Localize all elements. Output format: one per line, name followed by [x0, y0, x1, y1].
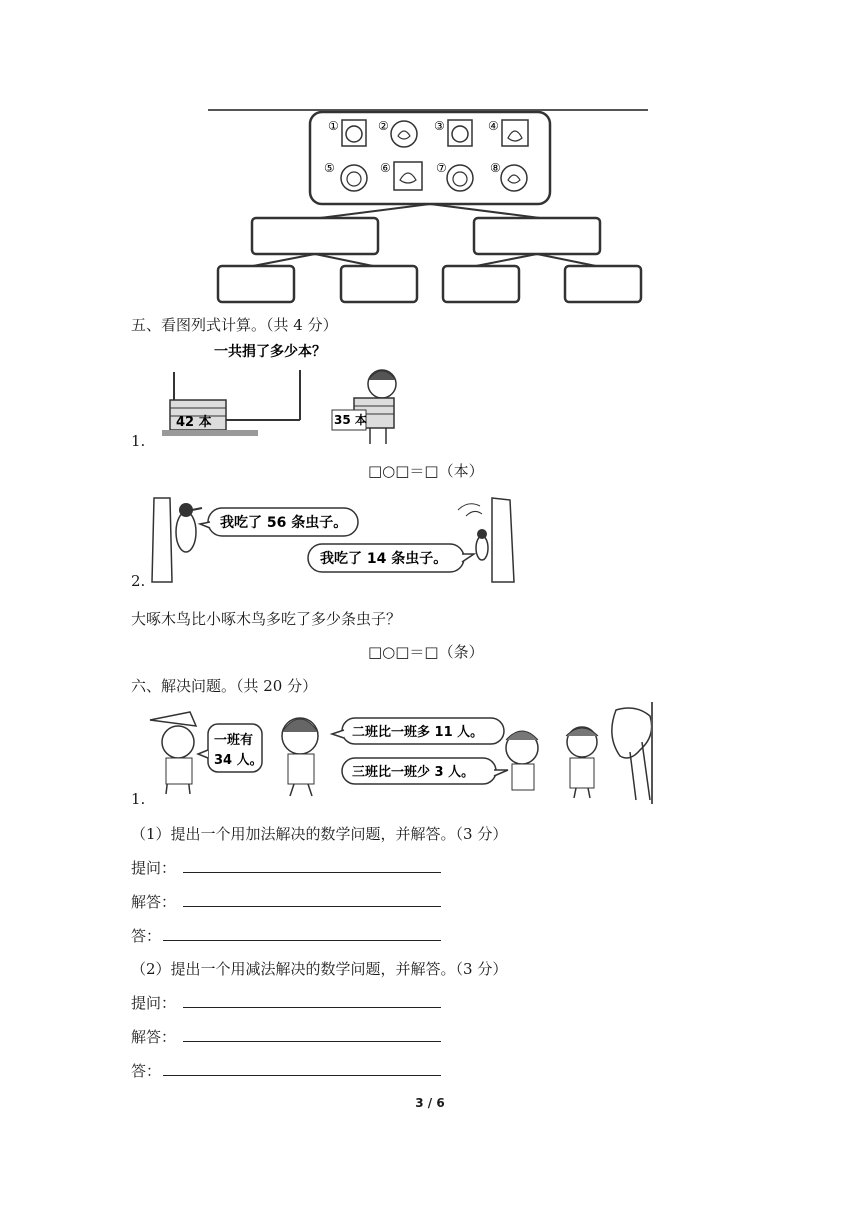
sub-question-1: （1）提出一个用加法解决的数学问题，并解答。（3 分） — [131, 825, 508, 843]
bubble-big-woodpecker: 我吃了 56 条虫子。 — [220, 515, 348, 531]
solve-answer-line-2[interactable] — [183, 1041, 441, 1042]
bubble-class3: 三班比一班少 3 人。 — [352, 765, 475, 780]
bubble-small-woodpecker: 我吃了 14 条虫子。 — [320, 551, 448, 567]
ask-answer-line-2[interactable] — [183, 1007, 441, 1008]
bubble-class2: 二班比一班多 11 人。 — [352, 725, 484, 740]
item-number: ⑧ — [490, 161, 501, 175]
solve-label-2: 解答： — [131, 1028, 177, 1046]
bubble-class1-line2: 34 人。 — [214, 753, 263, 768]
item-number: ⑤ — [324, 161, 335, 175]
q2-question: 大啄木鸟比小啄木鸟多吃了多少条虫子？ — [131, 610, 402, 628]
bubble-class1-line1: 一班有 — [214, 733, 254, 748]
page-number: 3 / 6 — [415, 1096, 445, 1110]
label-42-books: 42 本 — [176, 415, 212, 430]
answer-label-1: 答： — [131, 927, 162, 945]
final-answer-line-1[interactable] — [163, 940, 441, 941]
woodpecker-figure — [148, 492, 518, 584]
q2-formula: □○□＝□（条） — [368, 643, 484, 661]
solve-label-1: 解答： — [131, 893, 177, 911]
item-number: ④ — [488, 119, 499, 133]
item-number: ⑥ — [380, 161, 391, 175]
classes-figure — [146, 702, 654, 804]
label-35-books: 35 本 — [334, 413, 367, 427]
solve-answer-line-1[interactable] — [183, 906, 441, 907]
q2-number: 2. — [131, 572, 146, 590]
section6-heading: 六、解决问题。（共 20 分） — [131, 677, 318, 695]
books-figure — [142, 340, 432, 450]
final-answer-line-2[interactable] — [163, 1075, 441, 1076]
q1-formula: □○□＝□（本） — [368, 462, 484, 480]
caption-total-books: 一共捐了多少本？ — [214, 344, 326, 360]
item-number: ① — [328, 119, 339, 133]
ask-label-1: 提问： — [131, 859, 177, 877]
ask-answer-line-1[interactable] — [183, 872, 441, 873]
classification-figure — [208, 100, 648, 310]
section5-heading: 五、看图列式计算。（共 4 分） — [131, 316, 338, 334]
item-number: ③ — [434, 119, 445, 133]
ask-label-2: 提问： — [131, 994, 177, 1012]
q1-number: 1. — [131, 432, 146, 450]
sub-question-2: （2）提出一个用减法解决的数学问题，并解答。（3 分） — [131, 960, 508, 978]
item-number: ⑦ — [436, 161, 447, 175]
s6-q1-number: 1. — [131, 790, 146, 808]
item-number: ② — [378, 119, 389, 133]
answer-label-2: 答： — [131, 1062, 162, 1080]
